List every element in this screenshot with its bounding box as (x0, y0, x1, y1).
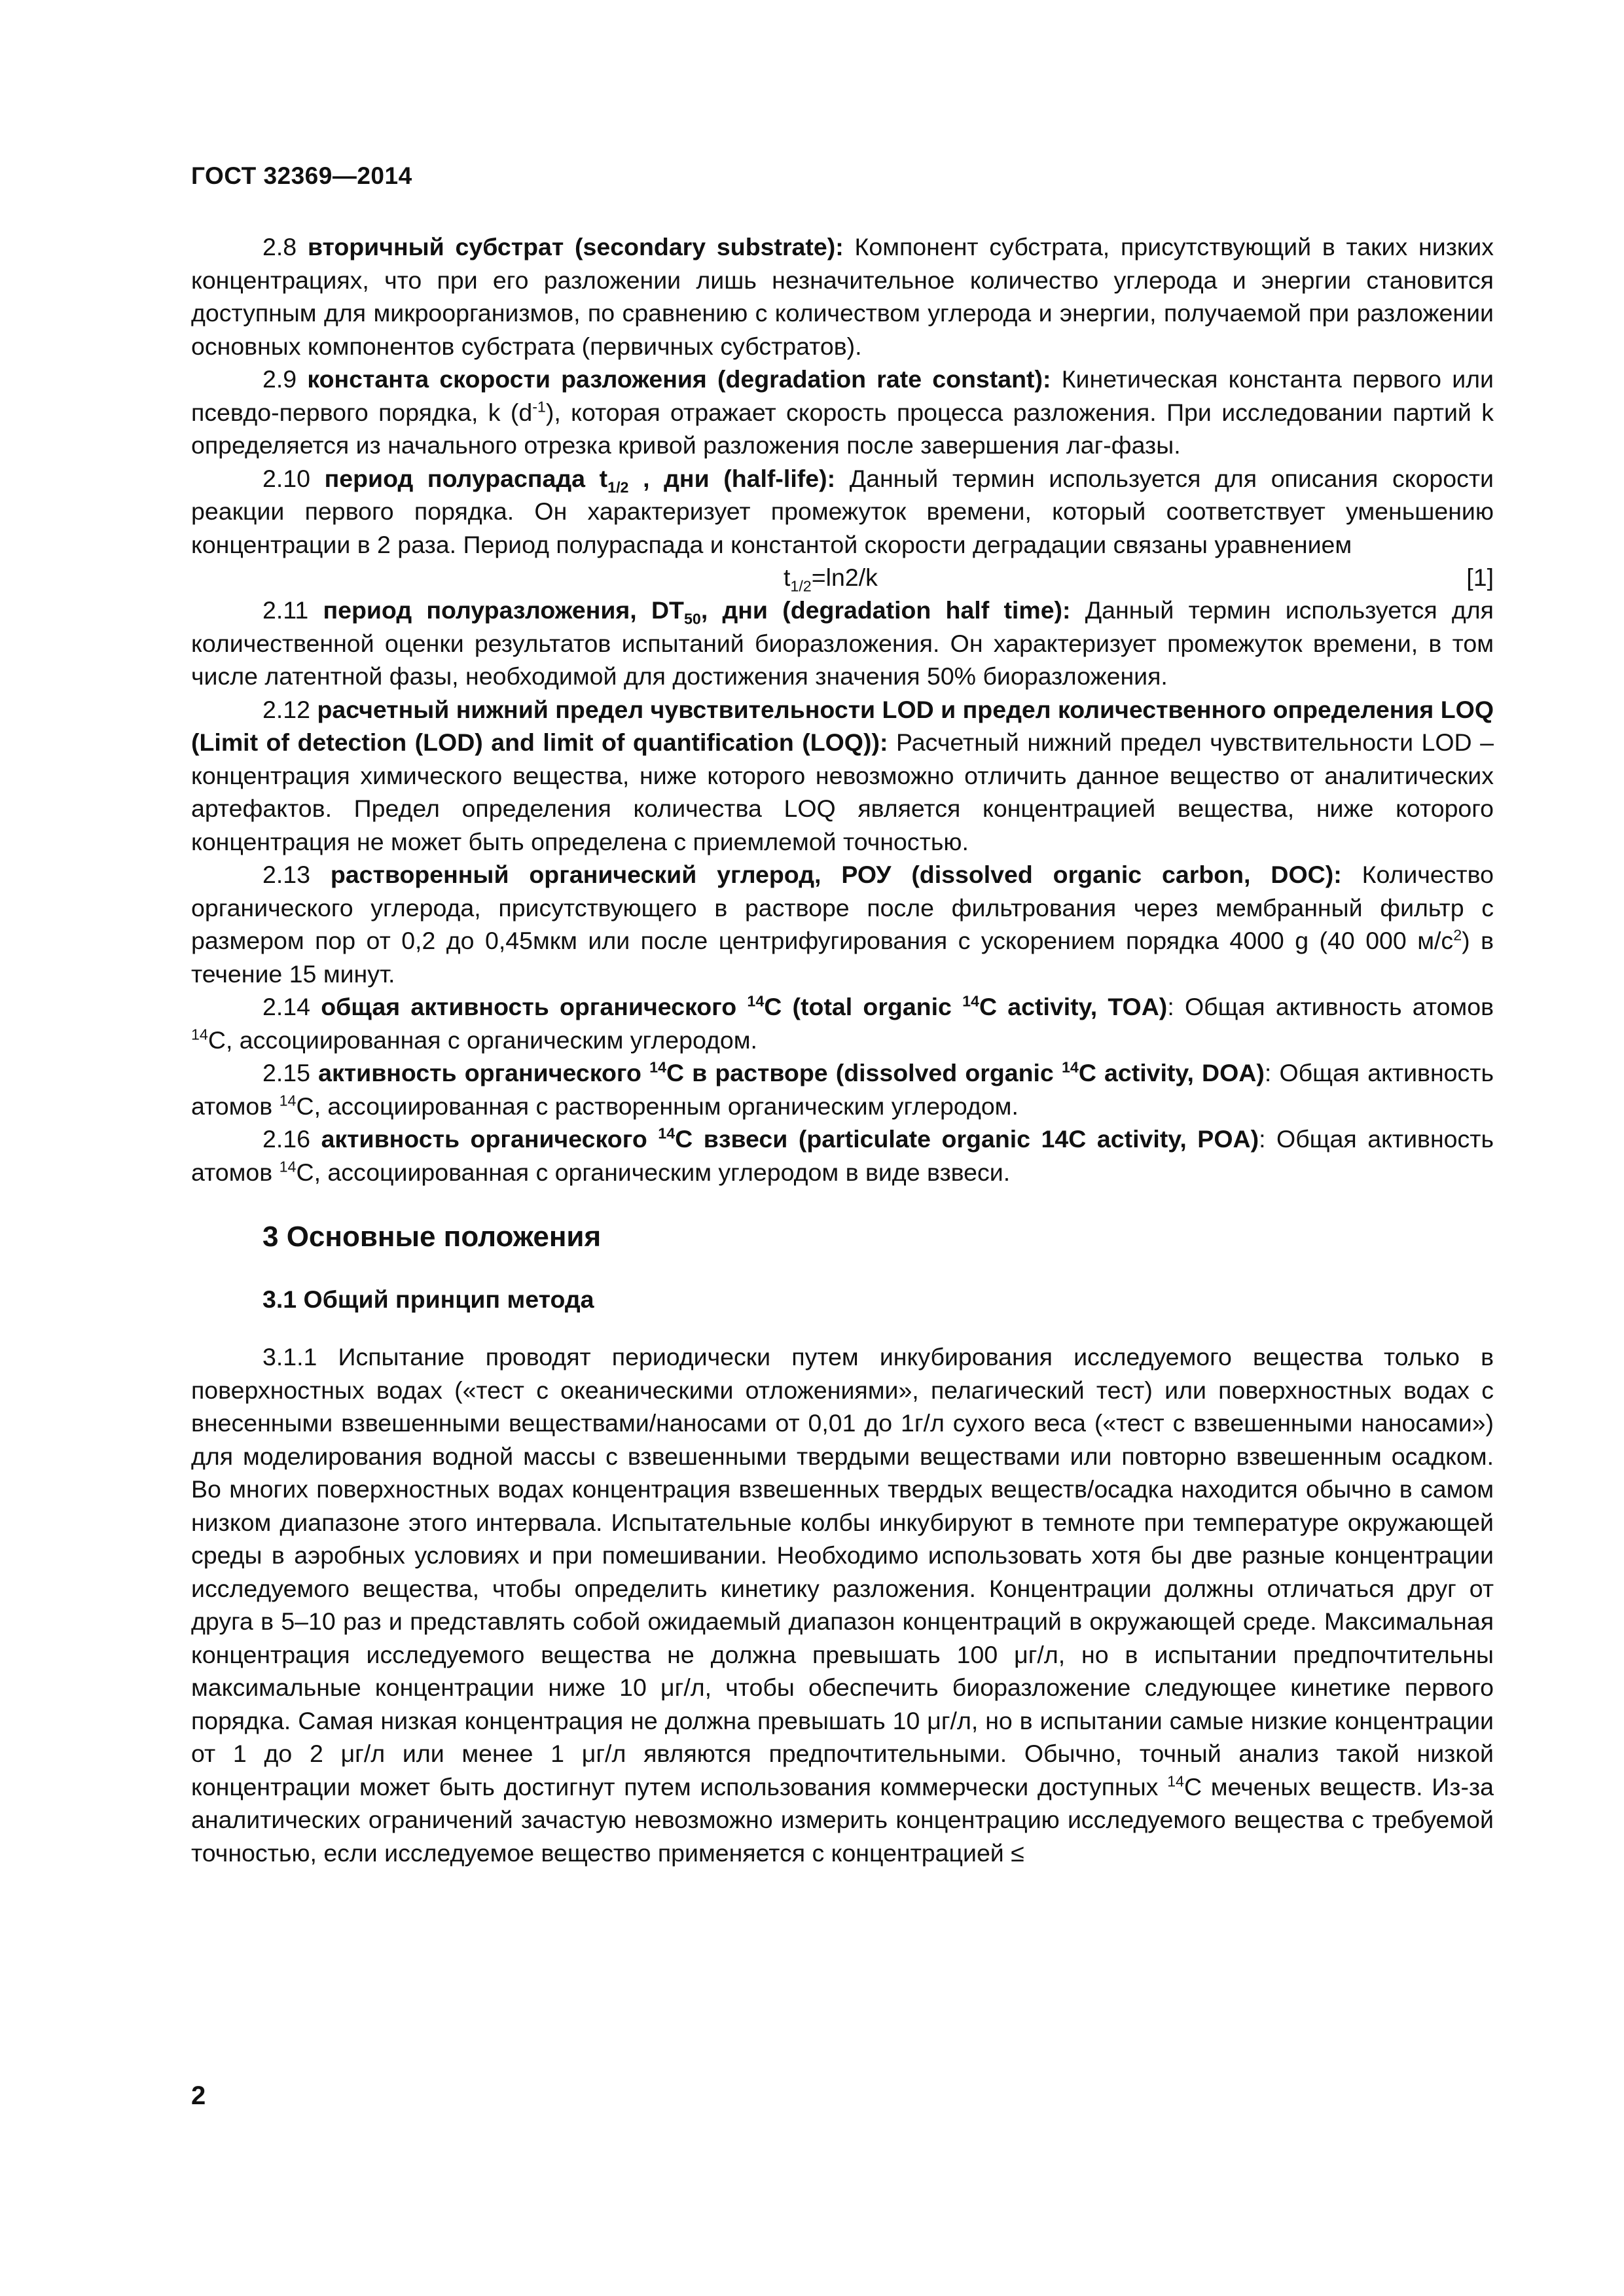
term-2-10: 2.10 период полураспада $t_{1/2}$ , дни (half-life): Данный термин используется для описания скорости реакции первого порядка. Он характеризует промежуток времени, который соответствует уменьшению концентрации в 2 раза. Период полураспада и константой скорости деградации связаны уравнением (191, 464, 1494, 558)
term-title: константа скорости разложения (degradation rate constant): (307, 365, 1051, 393)
term-title: общая активность органического $^{14}$С (total organic $^{14}$C activity, TOA) (321, 992, 1168, 1020)
equation-1 (191, 561, 1494, 594)
term-2-15: 2.15 активность органического $^{14}$С в растворе (dissolved organic $^{14}$C activity, DOA): Общая активность атомов $^{14}$С, ассоциированная с растворенным органическим углеродом. (191, 1058, 1494, 1120)
paragraph-3-1-1: 3.1.1 Испытание проводят периодически путем инкубирования исследуемого вещества только в поверхностных водах («тест с океаническими отложениями», пелагический тест) или поверхностных водах с внесенными взвешенными веществами/наносами от 0,01 до 1г/л сухого веса («тест с взвешенными наносами») для моделирования водной массы с взвешенными твердыми веществами или повторно взвешенным осадком. Во многих поверхностных водах концентрация взвешенных твердых веществ/осадка находится обычно в самом низком диапазоне этого интервала. Испытательные колбы инкубируют в темноте при температуре окружающей среды в аэробных условиях и при помешивании. Необходимо использовать хотя бы две разные концентрации исследуемого вещества, чтобы определить кинетику разложения. Концентрации должны отличаться друг от друга в 5–10 раз и представлять собой ожидаемый диапазон концентраций в окружающей среде. Максимальная концентрация исследуемого вещества не должна превышать 100 μг/л, но в испытании предпочтительны максимальные концентрации ниже 10 μг/л, чтобы обеспечить биоразложение следующее кинетике первого порядка. Самая низкая концентрация не должна превышать 10 μг/л, но в испытании самые низкие концентрации от 1 до 2 μг/л или менее 1 μг/л являются предпочтительными. Обычно, точный анализ такой низкой концентрации может быть достигнут путем использования коммерчески доступных $^{14}$С меченых веществ. Из-за аналитических ограничений зачастую невозможно измерить концентрацию исследуемого вещества с требуемой точностью, если исследуемое вещество применяется с концентрацией ≤ (191, 1343, 1494, 1867)
term-2-9: 2.9 константа скорости разложения (degradation rate constant): Кинетическая константа первого или псевдо-первого порядка, k $(d^{-1})$, которая отражает скорость процесса разложения. При исследовании партий k определяется из начального отрезка кривой разложения после завершения лаг-фазы. (191, 365, 1494, 459)
term-title: активность органического $^{14}$С взвеси (particulate organic 14C activity, POA) (321, 1124, 1259, 1153)
term-2-8: 2.8 вторичный субстрат (secondary substrate): Компонент субстрата, присутствующий в таких низких концентрациях, что при его разложении лишь незначительное количество углерода и энергии становится доступным для микроорганизмов, по сравнению с количеством углерода и энергии, получаемой при разложении основных компонентов субстрата (первичных субстратов). (191, 233, 1494, 360)
term-2-14: 2.14 общая активность органического $^{14}$С (total organic $^{14}$C activity, TOA): Общая активность атомов $^{14}$С, ассоциированная с органическим углеродом. (191, 992, 1494, 1054)
term-definition: Компонент субстрата, присутствующий в таких низких концентрациях, что при его разложении лишь незначительное количество углерода и энергии становится доступным для микроорганизмов, по сравнению с количеством углерода и энергии, получаемой при разложении основных компонентов субстрата (первичных субстратов). (191, 233, 1494, 360)
term-title: активность органического $^{14}$С в растворе (dissolved organic $^{14}$C activity, DOA) (318, 1058, 1265, 1086)
page-number: 2 (191, 2081, 206, 2110)
equation-expression: $t_{1/2}=\ln 2/k$ (784, 564, 878, 595)
term-definition: Расчетный нижний предел чувствительности LOD – концентрация химического вещества, ниже которого невозможно отличить данное вещество от аналитических артефактов. Предел определения количества LOQ является концентрацией вещества, ниже которого концентрация не может быть определена с приемлемой точностью. (191, 728, 1494, 855)
term-title: период полураспада $t_{1/2}$ , дни (half-life): (324, 464, 836, 495)
term-title: растворенный органический углерод, РОУ (dissolved organic carbon, DOC): (330, 861, 1342, 888)
equation-number: [1] (1466, 564, 1494, 591)
term-2-12: 2.12 расчетный нижний предел чувствительности LOD и предел количественного определения LOQ (Limit of detection (LOD) and limit of quantification (LOQ)): Расчетный нижний предел чувствительности LOD – концентрация химического вещества, ниже которого невозможно отличить данное вещество от аналитических артефактов. Предел определения количества LOQ является концентрацией вещества, ниже которого концентрация не может быть определена с приемлемой точностью. (191, 695, 1494, 855)
term-title: вторичный субстрат (secondary substrate): (307, 233, 844, 260)
term-2-13: 2.13 растворенный органический углерод, РОУ (dissolved organic carbon, DOC): Количество органического углерода, присутствующего в растворе после фильтрования через мембранный фильтр с размером пор от 0,2 до 0,45мкм или после центрифугирования с ускорением порядка 4000 g (40 000 $м/с^2$) в течение 15 минут. (191, 861, 1494, 988)
section-heading: 3 Основные положения (262, 1221, 602, 1253)
document-header: ГОСТ 32369—2014 (191, 162, 412, 189)
term-definition: Данный термин используется для описания скорости реакции первого порядка. Он характеризует промежуток времени, который соответствует уменьшению концентрации в 2 раза. Период полураспада и константой скорости деградации связаны уравнением (191, 464, 1494, 558)
term-definition: Данный термин используется для количественной оценки результатов испытаний биоразложения. Он характеризует промежуток времени, в том числе латентной фазы, необходимой для достижения значения 50% биоразложения. (191, 596, 1494, 690)
term-2-11: 2.11 период полуразложения, $DT_{50}$, дни (degradation half time): Данный термин используется для количественной оценки результатов испытаний биоразложения. Он характеризует промежуток времени, в том числе латентной фазы, необходимой для достижения значения 50% биоразложения. (191, 596, 1494, 690)
document-body (191, 230, 1494, 1869)
term-2-16: 2.16 активность органического $^{14}$С взвеси (particulate organic 14C activity, POA): Общая активность атомов $^{14}$С, ассоциированная с органическим углеродом в виде взвеси. (191, 1124, 1494, 1186)
term-title: расчетный нижний предел чувствительности LOD и предел количественного определения LOQ (Limit of detection (LOD) and limit of quantification (LOQ)): (191, 695, 1494, 756)
term-title: период полуразложения, $DT_{50}$, дни (degradation half time): (323, 596, 1071, 628)
subsection-heading: 3.1 Общий принцип метода (262, 1285, 594, 1313)
